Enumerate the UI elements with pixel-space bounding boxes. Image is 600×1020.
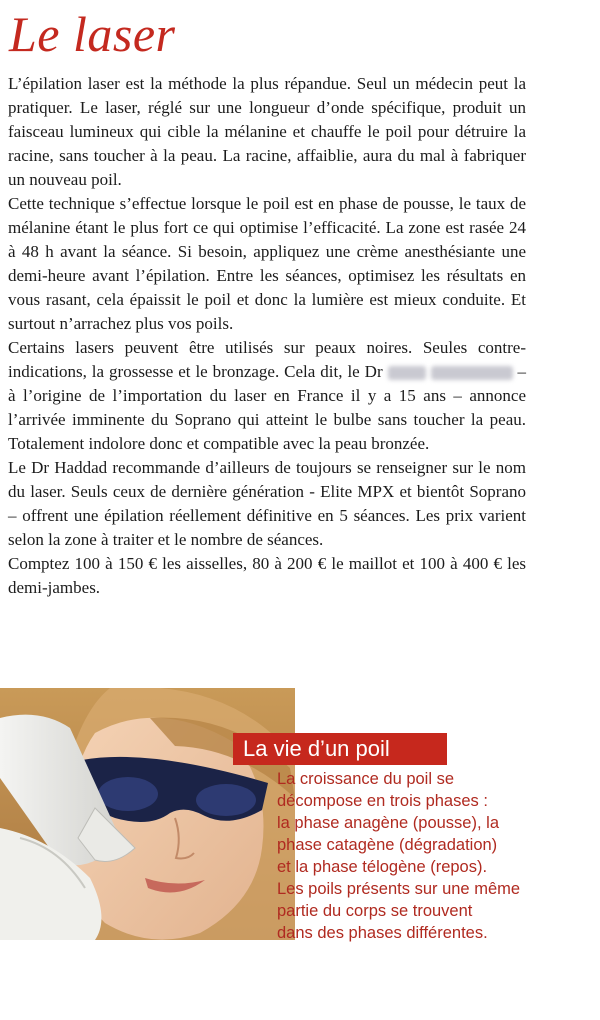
sidebar-line: phase catagène (dégradation) xyxy=(277,836,498,854)
redacted-surname xyxy=(431,366,513,380)
sidebar-line: La croissance du poil se xyxy=(277,770,455,788)
paragraph-3-start: Certains lasers peuvent être utilisés sur peaux noires. Seules contre-indications, la grossesse et le bronzage. Cela dit, le Dr xyxy=(8,338,526,381)
sidebar-line: et la phase télogène (repos). xyxy=(277,858,488,876)
paragraph-1: L’épilation laser est la méthode la plus répandue. Seul un médecin peut la pratiquer. Le laser, réglé sur une longueur d’onde spécifique, produit un faisceau lumineux qui cible la mélanine et chauffe le poil pour détruire la racine, sans toucher à la peau. La racine, affaiblie, aura du mal à fabriquer un nouveau poil. xyxy=(8,74,526,189)
sidebar-line: décompose en trois phases : xyxy=(277,792,488,810)
sidebar-line: dans des phases différentes. xyxy=(277,924,488,942)
woman-with-goggles-photo xyxy=(0,688,295,940)
sidebar-line: la phase anagène (pousse), la xyxy=(277,814,499,832)
paragraph-3-end: – à l’origine de l’importation du laser en France il y a 15 ans – annonce l’arrivée imminente du Soprano qui atteint le bulbe sans toucher la peau. Totalement indolore donc et compatible avec la peau bronzée. xyxy=(8,362,527,453)
paragraph-2: Cette technique s’effectue lorsque le poil est en phase de pousse, le taux de mélanine étant le plus fort ce qui optimise l’efficacité. La zone est rasée 24 à 48 h avant la séance. Si besoin, appliquez une crème anesthésiante une demi-heure avant l’épilation. Entre les séances, optimisez les résultats en vous rasant, cela épaissit le poil et donc la lumière est mieux conduite. Et surtout n’arrachez plus vos poils. xyxy=(8,194,526,333)
redacted-name xyxy=(388,366,426,380)
sidebar-text xyxy=(277,768,577,944)
sidebar-line: partie du corps se trouvent xyxy=(277,902,473,920)
paragraph-3 xyxy=(8,336,526,456)
paragraph-5: Comptez 100 à 150 € les aisselles, 80 à 200 € le maillot et 100 à 400 € les demi-jambes. xyxy=(8,554,526,597)
article-body xyxy=(8,72,526,600)
sidebar-line: Les poils présents sur une même xyxy=(277,880,521,898)
sidebar-title: La vie d’un poil xyxy=(233,733,447,765)
paragraph-4: Le Dr Haddad recommande d’ailleurs de toujours se renseigner sur le nom du laser. Seuls ceux de dernière génération - Elite MPX et bientôt Soprano – offrent une épilation réellement définitive en 5 séances. Les prix varient selon la zone à traiter et le nombre de séances. xyxy=(8,458,526,549)
article-title: Le laser xyxy=(9,6,176,62)
